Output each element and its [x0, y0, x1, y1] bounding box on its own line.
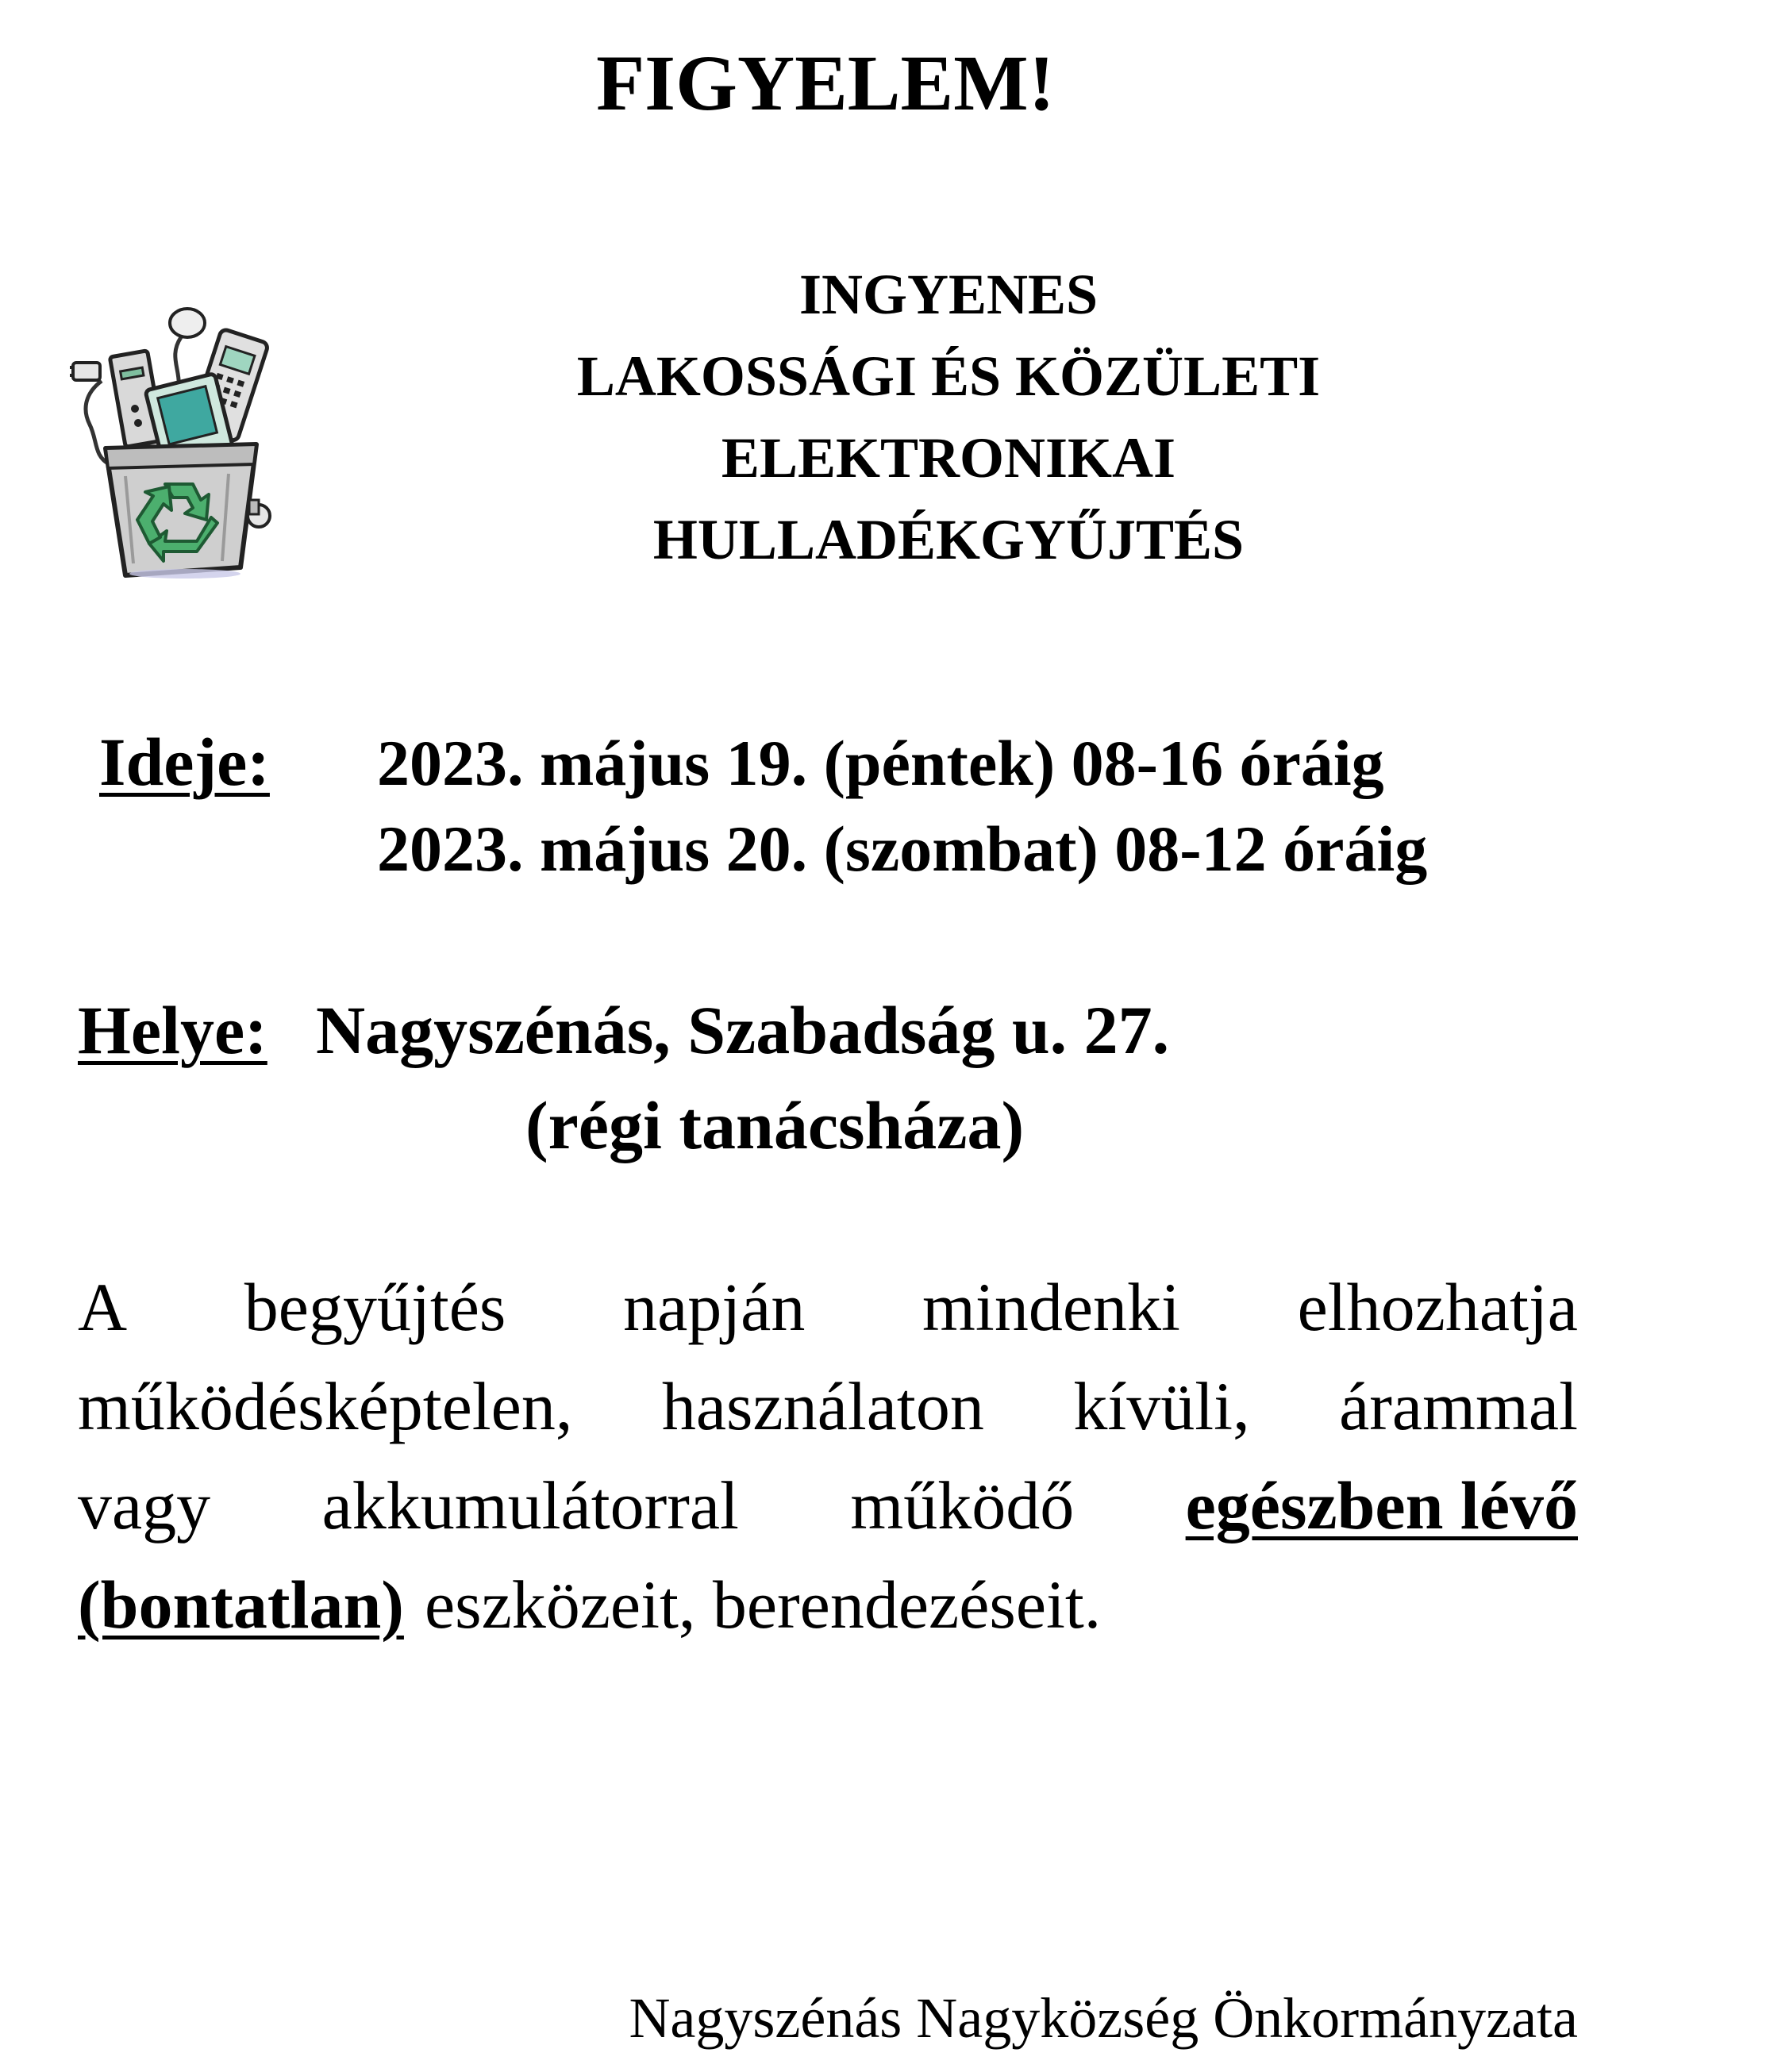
- place-address: Nagyszénás, Szabadság u. 27.: [316, 992, 1170, 1068]
- word: A: [78, 1269, 128, 1345]
- body-line-2: [78, 1357, 1578, 1456]
- title-line-4: HULLADÉKGYŰJTÉS: [652, 508, 1245, 571]
- place-label: Helye:: [78, 992, 267, 1068]
- body-line-4-text: eszközeit, berendezéseit.: [424, 1566, 1102, 1643]
- title-line-2: LAKOSSÁGI ÉS KÖZÜLETI: [576, 344, 1321, 408]
- date-line-2: 2023. május 20. (szombat) 08-12 óráig: [377, 813, 1428, 885]
- body-line-4: [78, 1555, 1578, 1655]
- emphasis-intact: egészben lévő: [1185, 1467, 1578, 1543]
- word: működő: [850, 1467, 1075, 1543]
- word: napján: [623, 1269, 806, 1345]
- notice-title: [444, 254, 1453, 581]
- title-line-1: INGYENES: [798, 263, 1099, 326]
- word: használaton: [661, 1368, 984, 1444]
- date-line-1: 2023. május 19. (péntek) 08-16 óráig: [377, 727, 1384, 799]
- word: kívüli,: [1073, 1368, 1250, 1444]
- word: begyűjtés: [244, 1269, 506, 1345]
- body-paragraph: [78, 1258, 1578, 1655]
- word: működésképtelen,: [78, 1368, 573, 1444]
- title-line-3: ELEKTRONIKAI: [721, 426, 1176, 490]
- word: elhozhatja: [1297, 1269, 1578, 1345]
- electronic-waste-recycling-bin-icon: [70, 306, 284, 579]
- place-subtitle: (régi tanácsháza): [525, 1087, 1025, 1163]
- time-label: Ideje:: [99, 724, 270, 800]
- issuer-signature: Nagyszénás Nagyközség Önkormányzata: [629, 1986, 1578, 2050]
- body-line-1: [78, 1258, 1578, 1357]
- notice-heading: FIGYELEM!: [596, 39, 1055, 127]
- body-line-3: [78, 1456, 1578, 1555]
- word: árammal: [1339, 1368, 1578, 1444]
- word: vagy: [78, 1467, 211, 1543]
- word: mindenki: [922, 1269, 1180, 1345]
- emphasis-unopened: (bontatlan): [78, 1566, 404, 1643]
- word: akkumulátorral: [321, 1467, 739, 1543]
